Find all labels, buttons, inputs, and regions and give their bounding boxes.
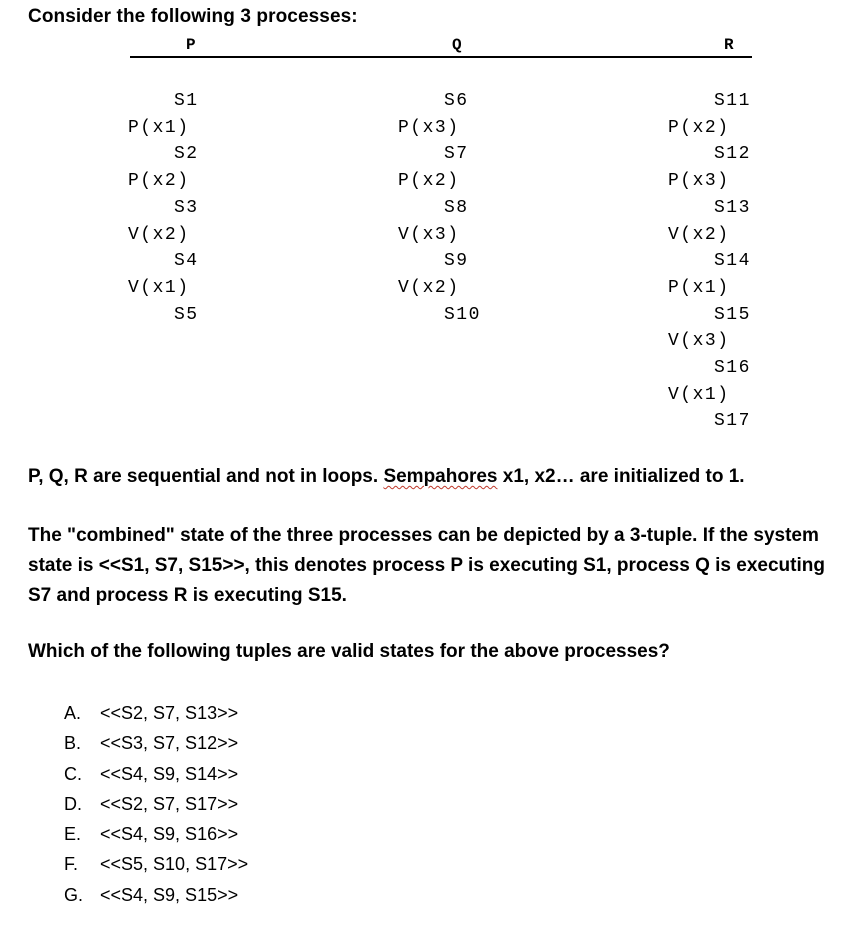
process-r-code bbox=[668, 88, 751, 435]
code-line: S3 bbox=[174, 197, 199, 218]
code-line: V(x2) bbox=[128, 224, 190, 245]
code-line: S15 bbox=[714, 304, 751, 325]
semaphore-note bbox=[28, 462, 848, 492]
code-line: S17 bbox=[714, 411, 751, 432]
code-line: S7 bbox=[444, 144, 469, 165]
code-line: V(x1) bbox=[128, 277, 190, 298]
option-letter: A. bbox=[64, 703, 82, 723]
option-letter: F. bbox=[64, 854, 79, 875]
code-line: P(x3) bbox=[668, 171, 730, 192]
code-line: S9 bbox=[444, 251, 469, 272]
code-line: P(x1) bbox=[668, 277, 730, 298]
code-line: S10 bbox=[444, 304, 481, 325]
option-c bbox=[64, 759, 248, 789]
process-q-header: Q bbox=[452, 36, 462, 54]
code-line: S11 bbox=[714, 91, 751, 111]
option-e bbox=[64, 819, 248, 849]
option-text: <<S4, S9, S14>> bbox=[100, 763, 239, 784]
option-b bbox=[64, 728, 248, 758]
cropped-previous-line bbox=[28, 0, 128, 2]
code-line: S6 bbox=[444, 91, 469, 111]
code-line: S12 bbox=[714, 144, 751, 165]
question-text: Which of the following tuples are valid states for the above processes? bbox=[28, 641, 670, 662]
code-line: V(x2) bbox=[398, 277, 460, 298]
option-letter: G. bbox=[64, 884, 84, 905]
code-line: P(x2) bbox=[398, 171, 460, 192]
process-p-code bbox=[128, 88, 199, 328]
code-line: S1 bbox=[174, 91, 199, 111]
intro-heading: Consider the following 3 processes: bbox=[28, 6, 358, 27]
option-letter: E. bbox=[64, 824, 82, 845]
option-d bbox=[64, 789, 248, 819]
option-text: <<S5, S10, S17>> bbox=[100, 854, 249, 875]
code-line: S2 bbox=[174, 144, 199, 165]
option-letter: B. bbox=[64, 733, 82, 754]
option-letter: D. bbox=[64, 793, 82, 814]
code-line: S4 bbox=[174, 251, 199, 272]
code-line: S5 bbox=[174, 304, 199, 325]
option-text: <<S3, S7, S12>> bbox=[100, 733, 239, 754]
option-text: <<S2, S7, S17>> bbox=[100, 793, 239, 814]
code-line: S14 bbox=[714, 251, 751, 272]
process-p-header: P bbox=[186, 36, 196, 54]
option-text: <<S4, S9, S16>> bbox=[100, 824, 239, 845]
code-line: V(x3) bbox=[668, 331, 730, 352]
code-line: S16 bbox=[714, 358, 751, 379]
process-header-rule bbox=[130, 56, 752, 58]
code-line: P(x2) bbox=[668, 117, 730, 138]
code-line: S8 bbox=[444, 197, 469, 218]
option-a bbox=[64, 698, 248, 728]
process-q-code bbox=[398, 88, 481, 328]
code-line: V(x2) bbox=[668, 224, 730, 245]
answer-options bbox=[64, 698, 248, 910]
state-explanation: The "combined" state of the three processes can be depicted by a 3-tuple. If the system state is <<S1, S7, S15>>, this denotes process P is executing S1, process Q is executing S7 and process R is executing S15. bbox=[28, 525, 825, 606]
option-letter: C. bbox=[64, 763, 82, 784]
note-text-before: P, Q, R are sequential and not in loops. bbox=[28, 466, 384, 487]
code-line: P(x2) bbox=[128, 171, 190, 192]
note-text-after: x1, x2… are initialized to 1. bbox=[497, 466, 745, 487]
code-line: P(x3) bbox=[398, 117, 460, 138]
option-f bbox=[64, 849, 248, 879]
code-line: V(x1) bbox=[668, 384, 730, 405]
code-line: V(x3) bbox=[398, 224, 460, 245]
option-g bbox=[64, 880, 248, 910]
misspelled-word[interactable]: Sempahores bbox=[383, 466, 498, 487]
code-line: S13 bbox=[714, 197, 751, 218]
option-text: <<S2, S7, S13>> bbox=[100, 703, 239, 723]
code-line: P(x1) bbox=[128, 117, 190, 138]
process-r-header: R bbox=[724, 36, 734, 54]
option-text: <<S4, S9, S15>> bbox=[100, 884, 239, 905]
